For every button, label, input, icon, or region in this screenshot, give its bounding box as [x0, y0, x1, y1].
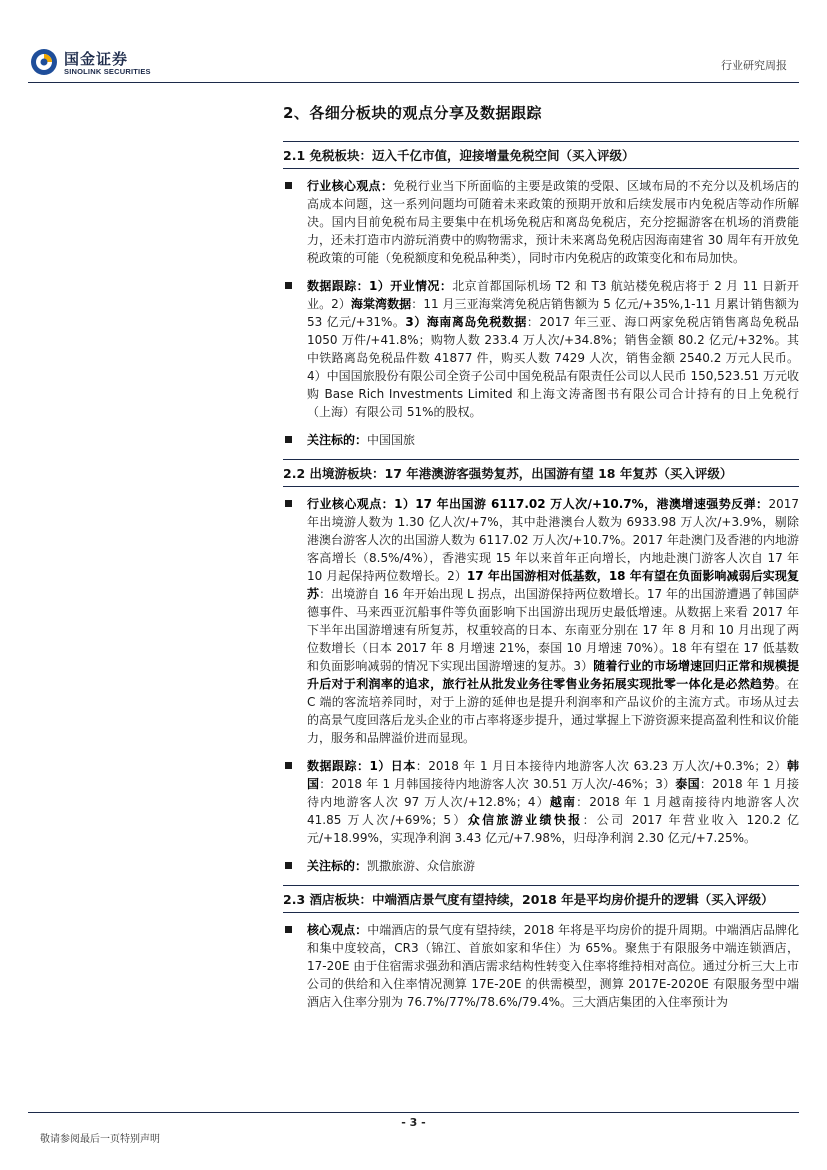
bold-text-run: 数据跟踪：1）开业情况： [307, 279, 453, 293]
text-run: ：2017 年三亚、海口两家免税店销售离岛免税品 1050 万件/+41.8%；购物人数 233.4 万人次/+34.8%；销售金额 80.2 亿元/+32%。其中铁路离岛免税品件数 41877 件，购买人数 7429 人次，销售金额 2540.2 万元人民币。4）中国国旅股份有限公司全资子公司中国免税品有限责任公司以人民币 150,523.51 万元收购 Base Rich Investments Limited 和上海文涛斋图书有限公司合计持有的日上免税行（上海）有限公司 51%的股权。 [307, 315, 799, 419]
section-title: 2、各细分板块的观点分享及数据跟踪 [283, 104, 542, 122]
square-bullet-icon [285, 436, 292, 443]
bullet-paragraph [283, 431, 799, 449]
bold-text-run: 海棠湾数据 [350, 297, 412, 311]
report-type-label: 行业研究周报 [721, 59, 787, 72]
footer-divider [28, 1112, 799, 1113]
square-bullet-icon [285, 182, 292, 189]
logo-english-name: SINOLINK SECURITIES [64, 67, 151, 76]
text-run: ：2018 年 1 月越南接待内地游客人次 41.85 万人次/+69%；5） [307, 795, 799, 827]
main-content [283, 102, 799, 1021]
square-bullet-icon [285, 282, 292, 289]
text-run: 凯撒旅游、众信旅游 [367, 859, 476, 873]
bold-text-run: 关注标的： [307, 859, 368, 873]
square-bullet-icon [285, 926, 292, 933]
text-run: ：2018 年 1 月日本接待内地游客人次 63.23 万人次/+0.3%；2） [415, 759, 787, 773]
text-run: 免税行业当下所面临的主要是政策的受限、区域布局的不充分以及机场店的高成本问题，这一系列问题均可随着未来政策的预期开放和后续发展市内免税店等动作所解决。国内目前免税布局主要集中在机场免税店和离岛免税店，充分挖掘游客在机场的消费能力，还未打造市内游玩消费中的购物需求，预计未来离岛免税店因海南建省 30 周年有开放免税政策的可能（免税额度和免税品种类），同时市内免税店的政策变化和布局加快。 [307, 179, 799, 265]
text-run: 中国国旅 [367, 433, 416, 447]
subsection-list [283, 141, 799, 1011]
square-bullet-icon [285, 862, 292, 869]
logo-chinese-name: 国金证券 [64, 50, 129, 68]
square-bullet-icon [285, 762, 292, 769]
bullet-paragraph [283, 921, 799, 1011]
text-run: ：11 月三亚海棠湾免税店销售额为 5 亿元/+35%,1-11 月累计销售额为 53 亿元/+31%。 [307, 297, 799, 329]
text-run: ：公司 2017 年营业收入 120.2 亿元/+18.99%，实现净利润 3.43 亿元/+7.98%，归母净利润 2.30 亿元/+7.25%。 [307, 813, 799, 845]
bold-text-run: 行业核心观点： [307, 179, 394, 193]
subsection-heading: 2.2 出境游板块：17 年港澳游客强势复苏，出国游有望 18 年复苏（买入评级） [283, 459, 799, 487]
page-header [0, 0, 827, 100]
page-number: - 3 - [401, 1116, 426, 1129]
bullet-paragraph [283, 277, 799, 421]
bold-text-run: 越南 [549, 795, 577, 809]
text-run: 中端酒店的景气度有望持续，2018 年将是平均房价的提升周期。中端酒店品牌化和集中度较高，CR3（锦江、首旅如家和华住）为 65%。聚焦于有限服务中端连锁酒店，17-20E 由于住宿需求强劲和酒店需求结构性转变入住率将维持相对高位。通过分析三大上市公司的供给和入住率情况测算 17E-20E 的供需模型，测算 2017E-2020E 有限服务型中端酒店入住率分别为 76.7%/77%/78.6%/79.4%。三大酒店集团的入住率预计为 [307, 923, 799, 1009]
bold-text-run: 泰国 [675, 777, 700, 791]
bullet-paragraph [283, 757, 799, 847]
bullet-paragraph [283, 177, 799, 267]
header-divider [28, 82, 799, 83]
bold-text-run: 众信旅游业绩快报 [467, 813, 583, 827]
text-run: 北京首都国际机场 T2 和 T3 航站楼免税店将于 2 月 11 日新开业。2） [307, 279, 799, 311]
bold-text-run: 韩国 [307, 759, 799, 791]
bold-text-run: 随着行业的市场增速回归正常和规模提升后对于利润率的追求，旅行社从批发业务往零售业务拓展实现批零一体化是必然趋势 [307, 659, 799, 691]
bold-text-run: 行业核心观点：1）17 年出国游 6117.02 万人次/+10.7%，港澳增速强势反弹： [307, 497, 769, 511]
text-run: ：2018 年 1 月接待内地游客人次 97 万人次/+12.8%；4） [307, 777, 799, 809]
text-run: 。在 C 端的客流培养同时，对于上游的延伸也是提升利润率和产品议价的主流方式。市场从过去的高景气度回落后龙头企业的市占率将逐步提升，通过掌握上下游资源来提高盈利性和议价能力，服务和品牌溢价进而显现。 [307, 677, 800, 745]
bold-text-run: 关注标的： [307, 433, 368, 447]
text-run: ：出境游自 16 年开始出现 L 拐点，出国游保持两位数增长。17 年的出国游遭遇了韩国萨德事件、马来西亚沉船事件等负面影响下出国游出现历史最低增速。从数据上来看 2017 年下半年出国游增速有所复苏，权重较高的日本、东南亚分别在 17 年 8 月和 10 月出现了两位数增长（日本 2017 年 8 月增速 21%，泰国 10 月增速 70%）。18 年有望在 17 低基数和负面影响减弱的情况下实现出国游增速的复苏。3） [307, 587, 799, 673]
square-bullet-icon [285, 500, 292, 507]
text-run: 2017 年出境游人数为 1.30 亿人次/+7%，其中赴港澳台人数为 6933.98 万人次/+3.9%，剔除港澳台游客人次的出国游人数为 6117.02 万人次/+10.7%。2017 年赴澳门及香港的内地游客高增长（8.5%/4%），香港实现 15 年以来首年正向增长，内地赴澳门游客人次自 17 年 10 月起保持两位数增长。2） [307, 497, 799, 583]
sinolink-logo-icon [30, 48, 58, 76]
bold-text-run: 核心观点： [307, 923, 368, 937]
footer-disclaimer: 敬请参阅最后一页特别声明 [40, 1134, 160, 1145]
text-run: ：2018 年 1 月韩国接待内地游客人次 30.51 万人次/-46%；3） [319, 777, 676, 791]
bullet-paragraph [283, 857, 799, 875]
subsection-heading: 2.1 免税板块：迈入千亿市值，迎接增量免税空间（买入评级） [283, 141, 799, 169]
bold-text-run: 3）海南离岛免税数据 [405, 315, 527, 329]
bold-text-run: 数据跟踪：1）日本 [307, 759, 416, 773]
bullet-paragraph [283, 495, 799, 747]
bold-text-run: 17 年出国游相对低基数，18 年有望在负面影响减弱后实现复苏 [307, 569, 799, 601]
subsection-heading: 2.3 酒店板块：中端酒店景气度有望持续，2018 年是平均房价提升的逻辑（买入评级） [283, 885, 799, 913]
